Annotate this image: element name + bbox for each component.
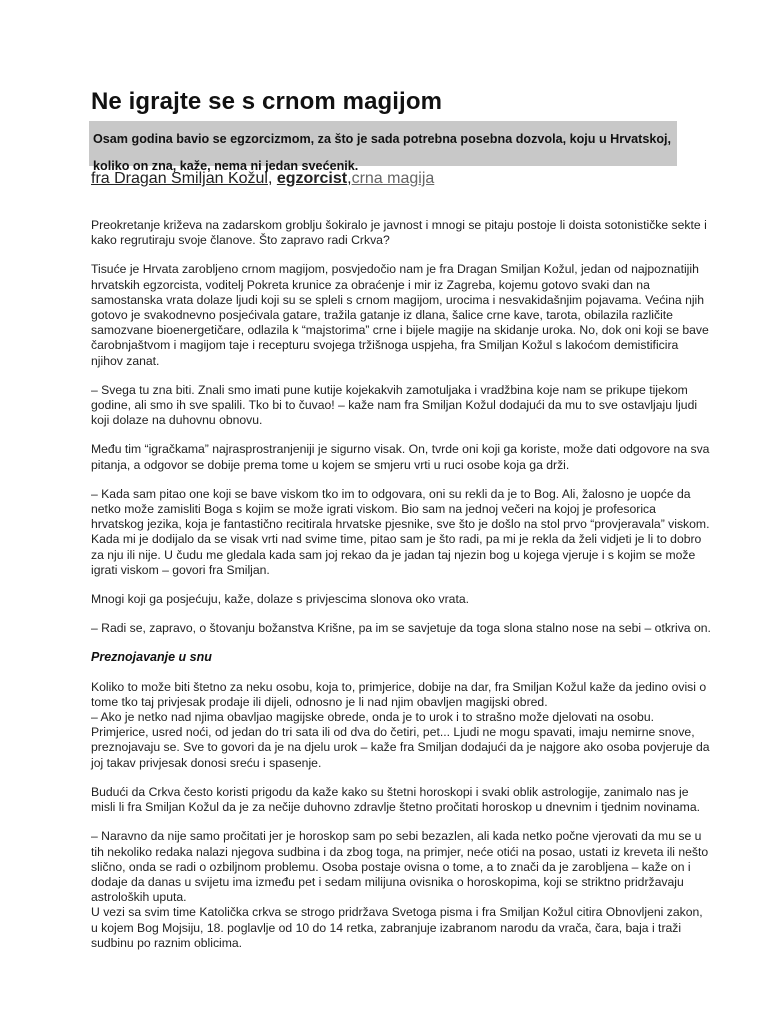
paragraph: – Svega tu zna biti. Znali smo imati pune kutije kojekakvih zamotuljaka i vradžbina koje nam se prikupe tijekom godine, ali smo ih sve spalili. Tko bi to čuvao! – kaže nam fra Smiljan Kožul dodajući da mu to sve ostavljaju ljudi koji dolaze na duhovnu obnovu. xyxy=(91,382,698,428)
paragraph: Tisuće je Hrvata zarobljeno crnom magijom, posvjedočio nam je fra Dragan Smiljan Kožul, jedan od najpoznatijih hrvatskih egzorcista, voditelj Pokreta krunice za obraćenje i mir iz Zagreba, kojemu gotovo svaki dan na samostanska vrata dolaze ljudi koji su se spleli s crnom magijom, urocima i nesvakidašnjim pojavama. Većina njih gotovo je svakodnevno posjećivala gatare, tražila gatanje iz dlana, šalice crne kave, tarota, obilazila različite samozvane bioenergetičare, odlazila k “majstorima” crne i bijele magije na skidanje uroka. No, dok oni koji se bave čarobnjaštvom i magijom taje i recepturu svojega tržišnoga uspjeha, fra Smiljan Kožul s lakoćom demistificira njihov zanat. xyxy=(91,262,709,368)
tag-link-crna-magija[interactable]: crna magija xyxy=(351,170,435,187)
paragraph: Preokretanje križeva na zadarskom groblju šokiralo je javnost i mnogi se pitaju postoje li doista sotonističke sekte i kako regrutiraju svoje članove. Što zapravo radi Crkva? xyxy=(91,218,707,248)
byline-separator: , xyxy=(347,170,352,187)
byline xyxy=(91,168,434,190)
author-link[interactable]: fra Dragan Smiljan Kožul xyxy=(91,170,268,187)
byline-separator: , xyxy=(267,170,277,187)
paragraph: – Ako je netko nad njima obavljao magijske obrede, onda je to urok i to strašno može djelovati na osobu. Primjerice, usred noći, od jedan do tri sata ili od dva do četiri, pet... Ljudi ne mogu spavati, imaju nemirne snove, preznojavaju se. Sve to govori da je na djelu urok – kaže fra Smiljan dodajući da je najgore ako osoba povjeruje da joj takav privjesak donosi sreću i spasenje. xyxy=(91,710,710,770)
article-title: Ne igrajte se s crnom magijom xyxy=(91,88,443,115)
paragraph: Budući da Crkva često koristi prigodu da kaže kako su štetni horoskopi i svaki oblik astrologije, zanimalo nas je misli li fra Smiljan Kožul da je za nečije duhovno zdravlje štetno pročitati horoskop u dnevnim i tjednim novinama. xyxy=(91,784,701,815)
article-lede: Osam godina bavio se egzorcizmom, za što je sada potrebna posebna dozvola, koju u Hrvatskoj, koliko on zna, kaže, nema ni jedan svećenik. xyxy=(89,121,677,166)
paragraph: U vezi sa svim time Katolička crkva se strogo pridržava Svetoga pisma i fra Smiljan Kožul citira Obnovljeni zakon, u kojem Bog Mojsiju, 18. poglavlje od 10 do 14 retka, zabranjuje izabranom narodu da vrača, čara, baja i traži sudbinu po raznim oblicima. xyxy=(91,905,703,950)
paragraph: – Radi se, zapravo, o štovanju božanstva Krišne, pa im se savjetuje da toga slona stalno nose na sebi – otkriva on. xyxy=(91,621,711,636)
paragraph: Mnogi koji ga posjećuju, kaže, dolaze s privjescima slonova oko vrata. xyxy=(91,592,470,607)
paragraph: Koliko to može biti štetno za neku osobu, koja to, primjerice, dobije na dar, fra Smiljan Kožul kaže da jedino ovisi o tome tko taj privjesak prodaje ili dijeli, odnosno je li nad njim obavljen magijski obred. xyxy=(91,679,707,709)
article-body xyxy=(91,218,711,965)
paragraph: – Naravno da nije samo pročitati jer je horoskop sam po sebi bezazlen, ali kada netko počne vjerovati da mu se u tih nekoliko redaka nalazi njegova sudbina i da zbog toga, na primjer, neće otići na posao, ustati iz kreveta ili nešto slično, onda se radi o ozbiljnom problemu. Osoba postaje ovisna o tome, a to znači da je zarobljena – kaže on i dodaje da danas u svijetu ima između pet i sedam milijuna ovisnika o horoskopima, koji se striktno pridržavaju astroloških uputa. xyxy=(91,829,709,905)
paragraph: Među tim “igračkama” najrasprostranjeniji je sigurno visak. On, tvrde oni koji ga koriste, može dati odgovore na sva pitanja, a odgovor se dobije prema tome u kojem se smjeru vrti u ruci osobe koja ga drži. xyxy=(91,442,710,472)
paragraph: – Kada sam pitao one koji se bave viskom tko im to odgovara, oni su rekli da je to Bog. Ali, žalosno je uopće da netko može zamisliti Boga s kojim se može igrati viskom. Bio sam na jednoj večeri na kojoj je profesorica hrvatskog jezika, koja je fantastično recitirala hrvatske pjesnike, sve što je došlo na stol prvo “provjeravala” viskom. Kada mi je dodijalo da se visak vrti nad svime time, pitao sam je što radi, pa mi je rekla da želi vidjeti je li to dobro za nju ili nije. U čudu me gledala kada sam joj rekao da je jadan taj njezin bog u kojega vjeruje i s kojim se može igrati viskom – govori fra Smiljan. xyxy=(91,486,710,577)
section-subheading: Preznojavanje u snu xyxy=(91,650,212,665)
tag-link-egzorcist[interactable]: egzorcist xyxy=(276,170,348,187)
